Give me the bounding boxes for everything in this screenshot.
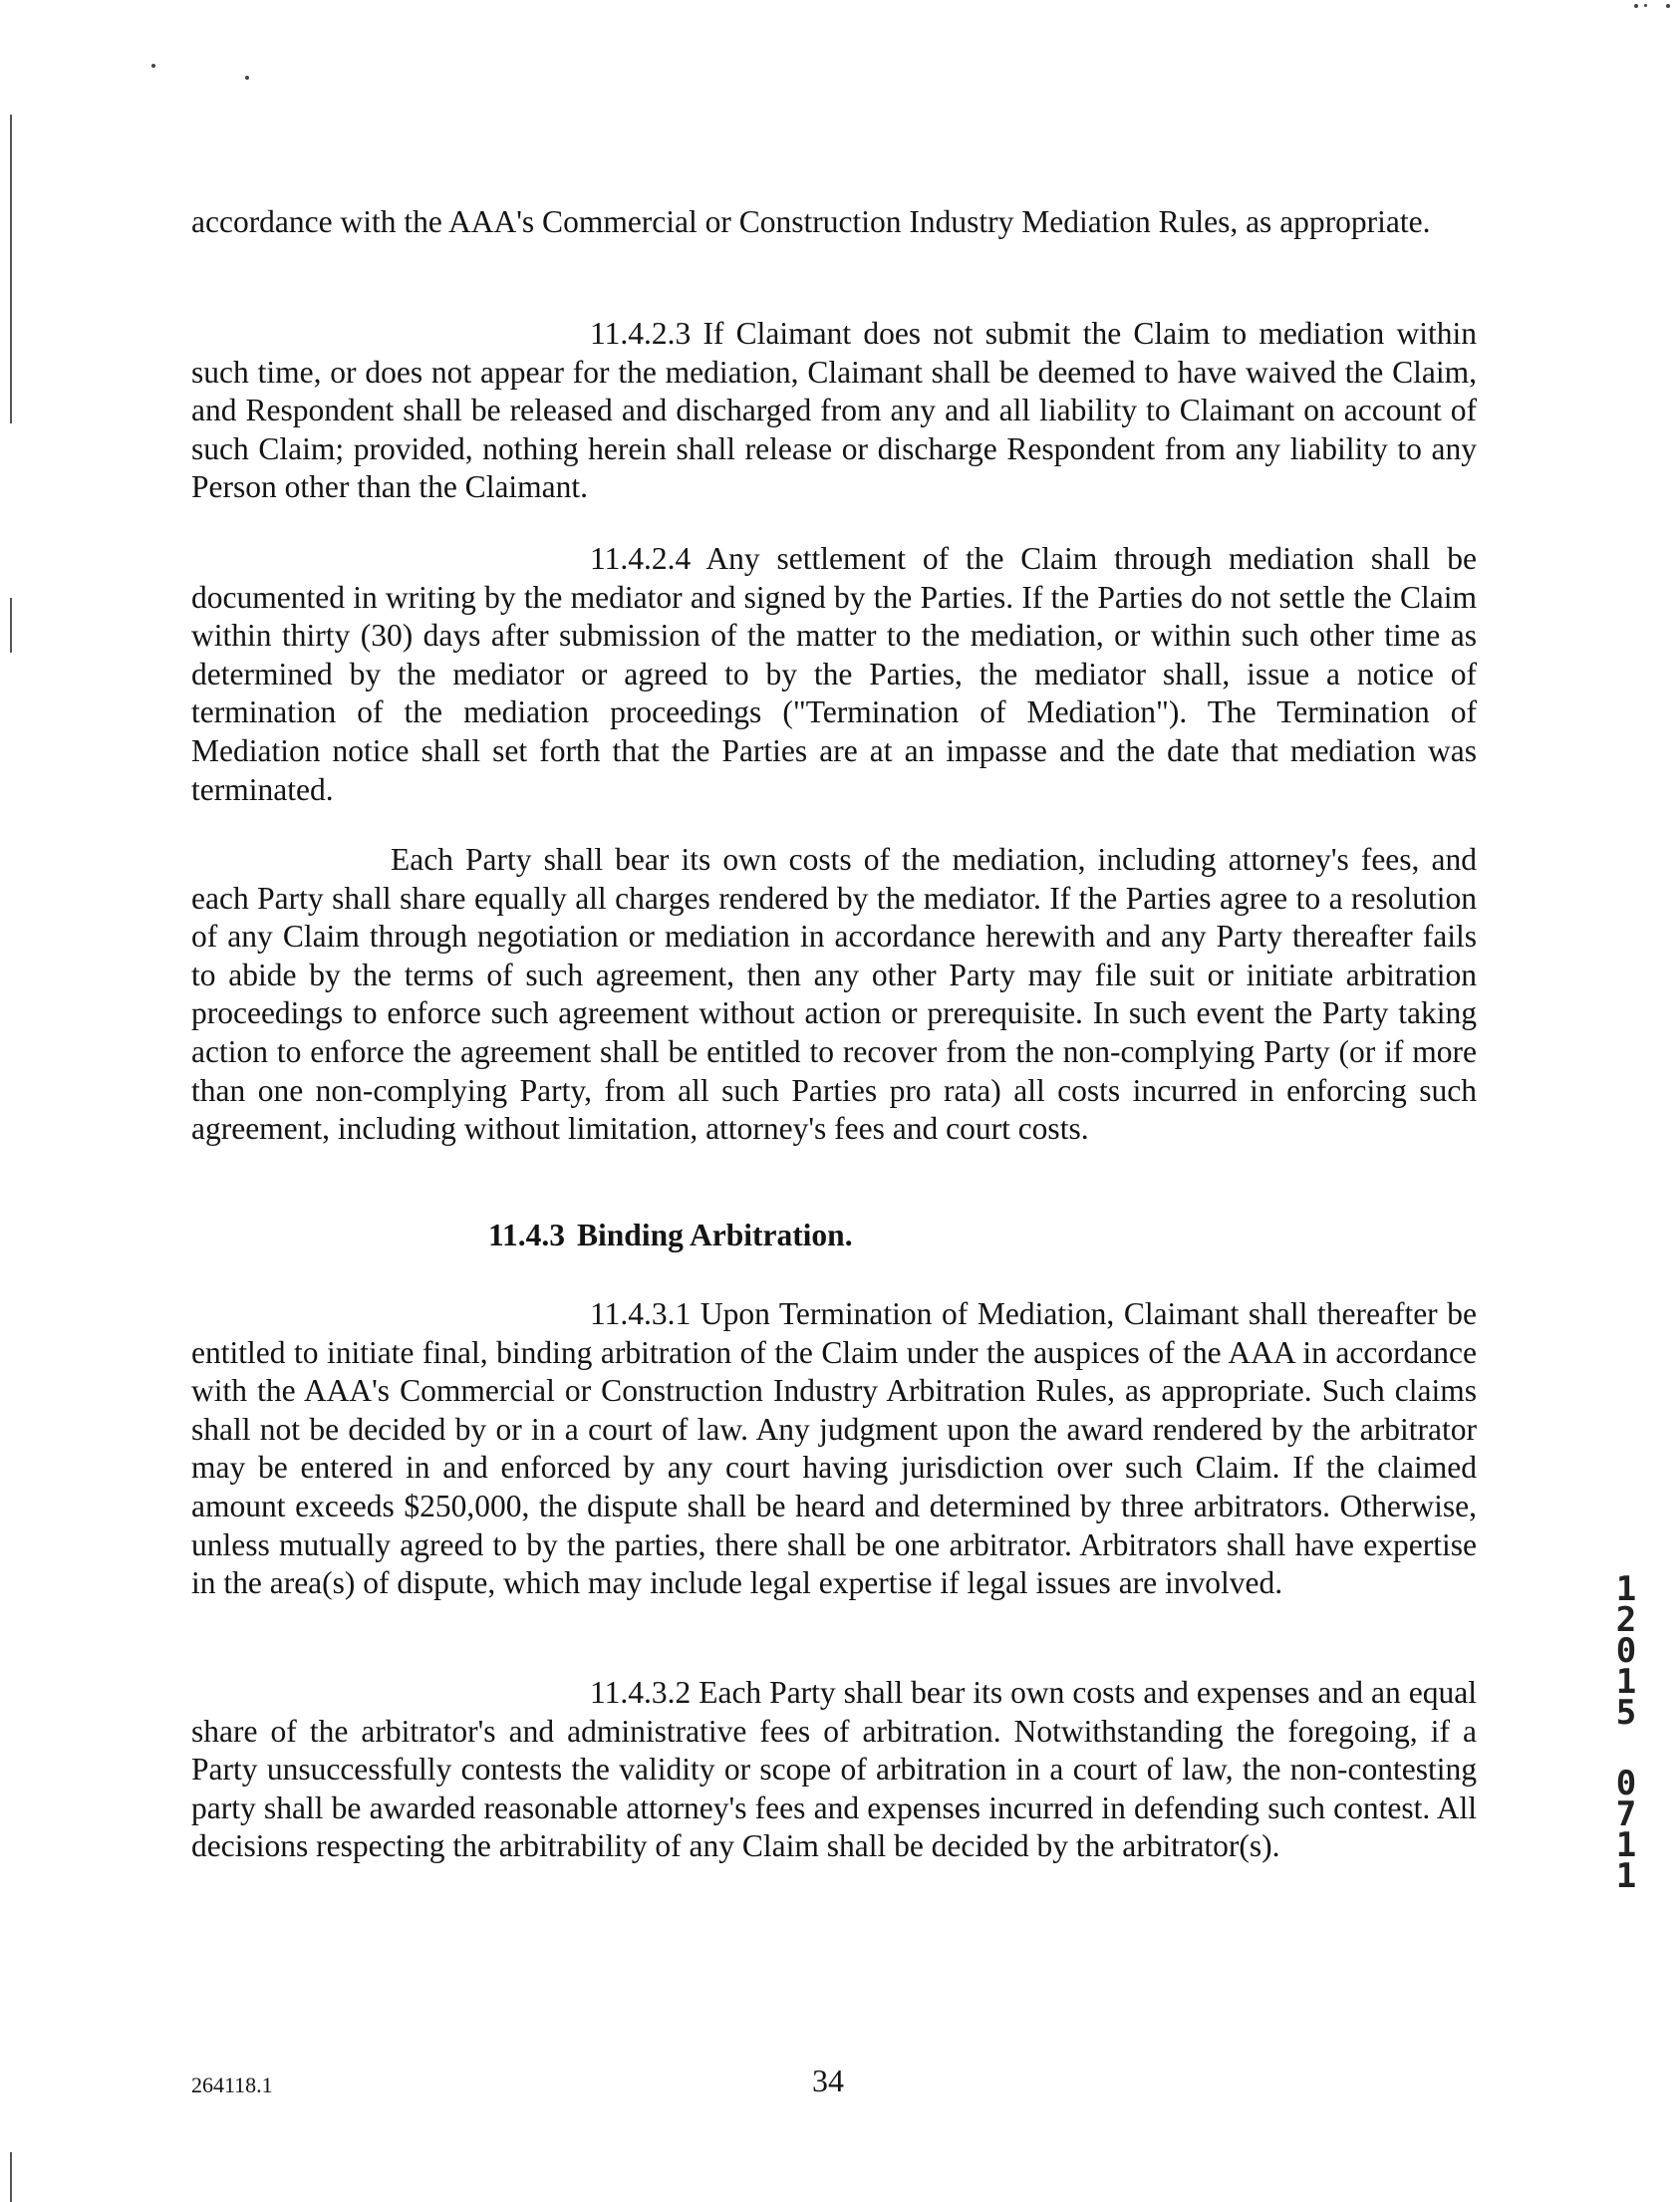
page-number: 34 — [812, 2063, 844, 2098]
section-number: 11.4.2.3 — [590, 316, 692, 351]
scan-speck — [245, 76, 249, 80]
stamp-digit: 2 — [1615, 1600, 1637, 1640]
scan-speck — [1634, 4, 1638, 8]
stamp-digit: 7 — [1615, 1794, 1637, 1834]
section-number: 11.4.3.1 — [590, 1296, 692, 1331]
section-number: 11.4.3.2 — [590, 1675, 692, 1710]
paragraph-11-4-3-2: 11.4.3.2 Each Party shall bear its own costs and expenses and an equal share of the arbitrator's and administrative fees of arbitration. Notwithstanding the foregoing, if a Party unsuccessfully contests the validity or scope of arbitration in a court of law, the non-contesting party shall be awarded reasonable attorney's fees and expenses incurred in defending such contest. All decisions respecting the arbitrability of any Claim shall be decided by the arbitrator(s). — [191, 1675, 1477, 1864]
document-id: 264118.1 — [191, 2072, 273, 2097]
stamp-digit: 0 — [1615, 1631, 1637, 1671]
recording-stamp — [1606, 1569, 1646, 1896]
scan-margin-line — [10, 2152, 12, 2202]
paragraph-mediation-costs: Each Party shall bear its own costs of the mediation, including attorney's fees, and each Party shall share equally all charges rendered by the mediator. If the Parties agree to a resolution of any Claim through negotiation or mediation in accordance herewith and any Party thereafter fails to abide by the terms of such agreement, then any other Party may file suit or initiate arbitration proceedings to enforce such agreement without action or prerequisite. In such event the Party taking action to enforce the agreement shall be entitled to recover from the non-complying Party (or if more than one non-complying Party, from all such Parties pro rata) all costs incurred in enforcing such agreement, including without limitation, attorney's fees and court costs. — [191, 842, 1477, 1147]
scan-speck — [151, 64, 155, 68]
stamp-digit: 1 — [1615, 1825, 1637, 1865]
scan-speck — [1666, 4, 1670, 8]
stamp-digit: 1 — [1615, 1662, 1637, 1702]
paragraph-11-4-2-4: 11.4.2.4 Any settlement of the Claim through mediation shall be documented in writing by the mediator and signed by the Parties. If the Parties do not settle the Claim within thirty (30) days after submission of the matter to the mediation, or within such other time as determined by the mediator or agreed to by the Parties, the mediator shall, issue a notice of termination of the mediation proceedings ("Termination of Mediation"). The Termination of Mediation notice shall set forth that the Parties are at an impasse and the date that mediation was terminated. — [191, 541, 1477, 807]
stamp-digit: 1 — [1615, 1569, 1637, 1609]
paragraph-11-4-2-3: 11.4.2.3 If Claimant does not submit the Claim to mediation within such time, or does not appear for the mediation, Claimant shall be deemed to have waived the Claim, and Respondent shall be released and discharged from any and all liability to Claimant on account of such Claim; provided, nothing herein shall release or discharge Respondent from any liability to any Person other than the Claimant. — [191, 316, 1478, 505]
paragraph-11-4-3-1: 11.4.3.1 Upon Termination of Mediation, Claimant shall thereafter be entitled to initiate final, binding arbitration of the Claim under the auspices of the AAA in accordance with the AAA's Commercial or Construction Industry Arbitration Rules, as appropriate. Such claims shall not be decided by or in a court of law. Any judgment upon the award rendered by the arbitrator may be entered in and enforced by any court having jurisdiction over such Claim. If the claimed amount exceeds $250,000, the dispute shall be heard and determined by three arbitrators. Otherwise, unless mutually agreed to by the parties, there shall be one arbitrator. Arbitrators shall have expertise in the area(s) of dispute, which may include legal expertise if legal issues are involved. — [191, 1296, 1478, 1601]
stamp-digit: 0 — [1615, 1764, 1637, 1803]
stamp-digit: 1 — [1615, 1856, 1637, 1896]
scan-margin-line — [10, 115, 12, 423]
heading-title: Binding Arbitration. — [577, 1218, 853, 1252]
section-number: 11.4.2.4 — [590, 541, 692, 576]
paragraph-continuation: accordance with the AAA's Commercial or Construction Industry Mediation Rules, as appropriate. — [191, 204, 1431, 239]
scan-speck — [1644, 4, 1647, 7]
stamp-digit: 5 — [1615, 1693, 1637, 1733]
heading-number: 11.4.3 — [488, 1218, 566, 1252]
section-heading-binding-arbitration — [488, 1218, 853, 1253]
scan-margin-line — [10, 598, 12, 653]
